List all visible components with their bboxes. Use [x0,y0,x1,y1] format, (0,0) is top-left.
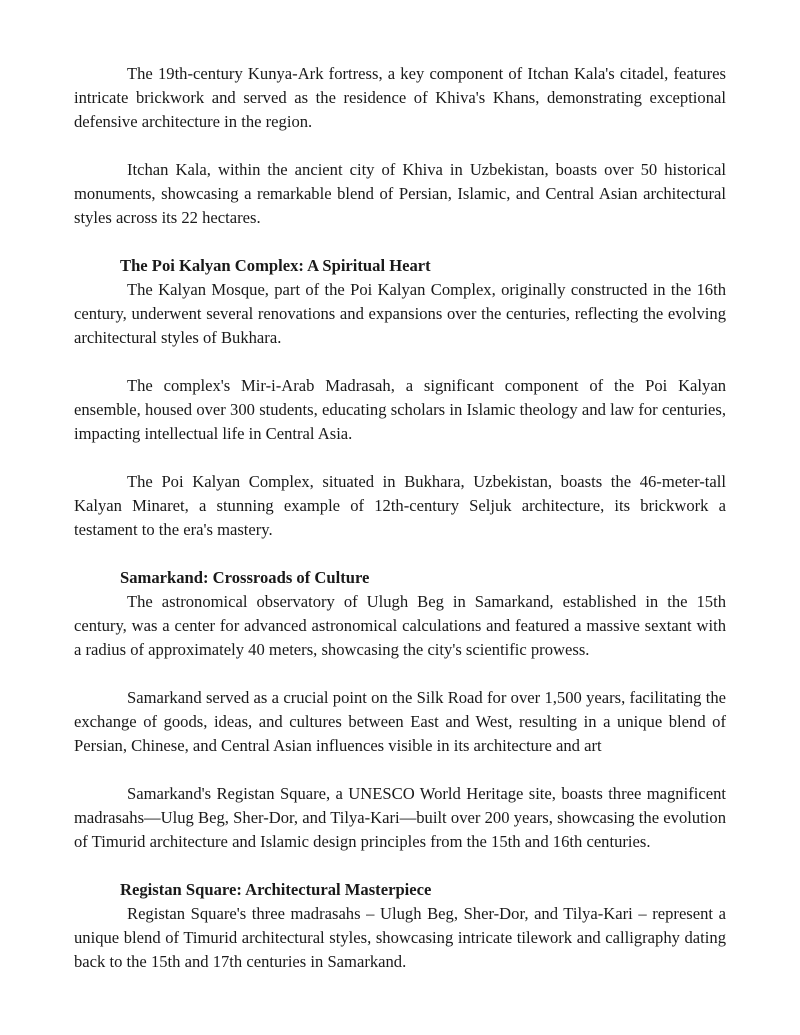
section-paragraph: Registan Square's three madrasahs – Ulugh Beg, Sher-Dor, and Tilya-Kari – represent a unique blend of Timurid architectural styles, showcasing intricate tilework and calligraphy dating back to the 15th and 17th centuries in Samarkand. [74,904,726,971]
section-paragraph: Samarkand's Registan Square, a UNESCO World Heritage site, boasts three magnificent madrasahs—Ulug Beg, Sher-Dor, and Tilya-Kari—built over 200 years, showcasing the evolution of Timurid architecture and Islamic design principles from the 15th and 16th centuries. [74,784,726,851]
section-registan [74,878,726,974]
section-paragraph: The Poi Kalyan Complex, situated in Bukhara, Uzbekistan, boasts the 46-meter-tall Kalyan Minaret, a stunning example of 12th-century Seljuk architecture, its brickwork a testament to the era's mastery. [74,472,726,539]
intro-paragraph-1: The 19th-century Kunya-Ark fortress, a key component of Itchan Kala's citadel, features intricate brickwork and served as the residence of Khiva's Khans, demonstrating exceptional defensive architecture in the region. [74,64,726,131]
section-paragraph: The astronomical observatory of Ulugh Beg in Samarkand, established in the 15th century, was a center for advanced astronomical calculations and featured a massive sextant with a radius of approximately 40 meters, showcasing the city's scientific prowess. [74,592,726,659]
intro-paragraph-2: Itchan Kala, within the ancient city of Khiva in Uzbekistan, boasts over 50 historical monuments, showcasing a remarkable blend of Persian, Islamic, and Central Asian architectural styles across its 22 hectares. [74,160,726,227]
section-paragraph: The complex's Mir-i-Arab Madrasah, a significant component of the Poi Kalyan ensemble, housed over 300 students, educating scholars in Islamic theology and law for centuries, impacting intellectual life in Central Asia. [74,376,726,443]
section-poi-kalyan [74,254,726,542]
section-heading: Registan Square: Architectural Masterpiece [120,880,432,899]
section-samarkand [74,566,726,854]
section-heading: The Poi Kalyan Complex: A Spiritual Heart [120,256,431,275]
section-paragraph: Samarkand served as a crucial point on the Silk Road for over 1,500 years, facilitating the exchange of goods, ideas, and cultures between East and West, resulting in a unique blend of Persian, Chinese, and Central Asian influences visible in its architecture and art [74,688,726,755]
section-paragraph: The Kalyan Mosque, part of the Poi Kalyan Complex, originally constructed in the 16th century, underwent several renovations and expansions over the centuries, reflecting the evolving architectural styles of Bukhara. [74,280,726,347]
document-page [74,62,726,998]
section-heading: Samarkand: Crossroads of Culture [120,568,370,587]
